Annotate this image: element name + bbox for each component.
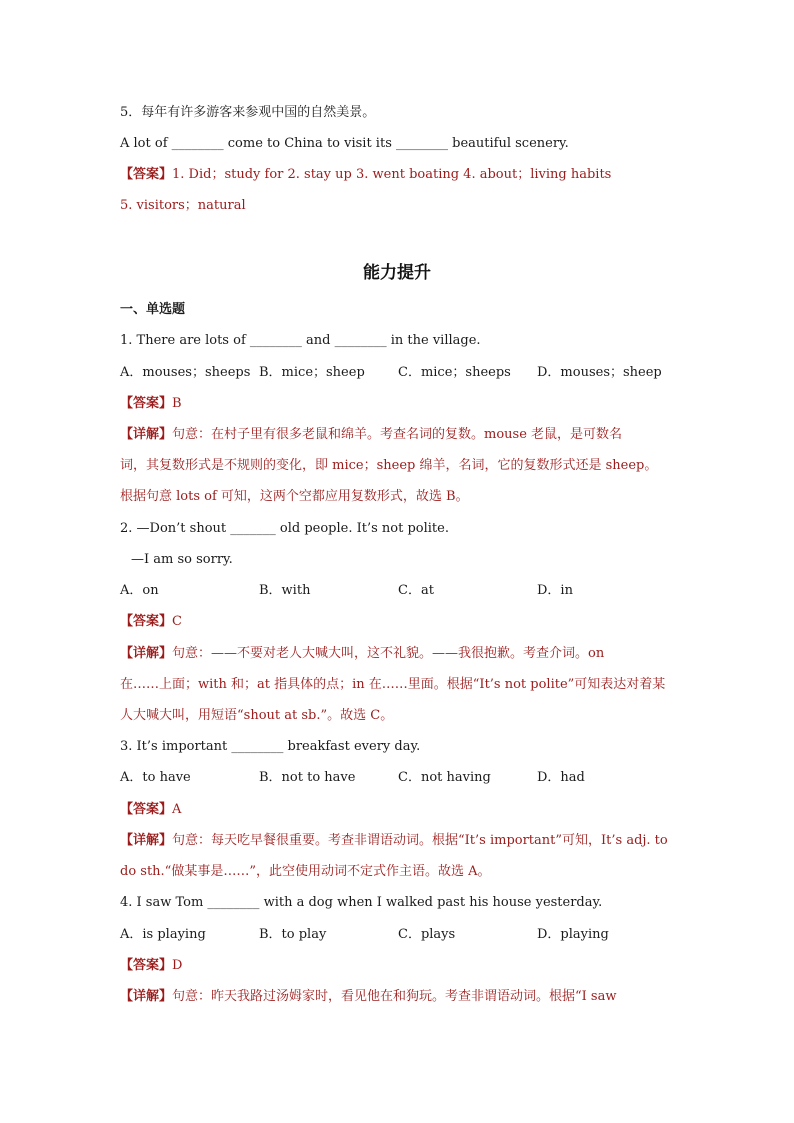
question-stem: 4. I saw Tom ________ with a dog when I walked past his house yesterday. — [120, 895, 603, 910]
option-c: C．plays — [398, 927, 456, 942]
option-a: A．is playing — [120, 927, 206, 942]
answer-value: B — [172, 396, 182, 411]
option-b: B．mice；sheep — [259, 365, 365, 380]
detail-line — [120, 645, 604, 663]
option-c: C．at — [398, 583, 434, 598]
detail-text: 根据句意 lots of 可知，这两个空都应用复数形式，故选 B。 — [120, 489, 469, 504]
detail-line — [120, 832, 668, 850]
answer-tag: 【答案】 — [120, 167, 173, 182]
answer-text: 1. Did；study for 2. stay up 3. went boating 4. about；living habits — [172, 167, 612, 182]
options-row — [120, 769, 676, 787]
detail-tag: 【详解】 — [120, 646, 173, 661]
options-row — [120, 582, 676, 600]
q5-answer-continued: 5. visitors；natural — [120, 198, 246, 213]
answer-tag: 【答案】 — [120, 958, 173, 973]
option-d: D．playing — [537, 927, 609, 942]
option-d: D．in — [537, 583, 573, 598]
option-b: B．to play — [259, 927, 327, 942]
q5-answer — [120, 166, 611, 184]
option-b: B．with — [259, 583, 311, 598]
answer-line — [120, 957, 182, 975]
option-c: C．not having — [398, 770, 491, 785]
option-a: A．on — [120, 583, 159, 598]
options-row — [120, 364, 676, 382]
option-b: B．not to have — [259, 770, 356, 785]
q5-prompt: 5．每年有许多游客来参观中国的自然美景。 — [120, 105, 376, 120]
answer-value: A — [172, 802, 182, 817]
option-c: C．mice；sheeps — [398, 365, 511, 380]
option-d: D．mouses；sheep — [537, 365, 662, 380]
answer-line — [120, 395, 182, 413]
option-d: D．had — [537, 770, 585, 785]
detail-text: 人大喊大叫，用短语“shout at sb.”。故选 C。 — [120, 708, 394, 723]
answer-tag: 【答案】 — [120, 614, 173, 629]
detail-tag: 【详解】 — [120, 427, 173, 442]
detail-line — [120, 988, 616, 1006]
question-stem-reply: —I am so sorry. — [131, 552, 233, 567]
answer-tag: 【答案】 — [120, 802, 173, 817]
detail-line — [120, 426, 622, 444]
options-row — [120, 926, 676, 944]
section-title: 能力提升 — [363, 263, 431, 283]
detail-text: 在……上面；with 和；at 指具体的点；in 在……里面。根据“It’s not polite”可知表达对着某 — [120, 677, 666, 692]
detail-tag: 【详解】 — [120, 833, 173, 848]
detail-tag: 【详解】 — [120, 989, 173, 1004]
detail-text: 句意：在村子里有很多老鼠和绵羊。考查名词的复数。mouse 老鼠，是可数名 — [172, 427, 623, 442]
answer-line — [120, 801, 181, 819]
detail-text: 句意：昨天我路过汤姆家时，看见他在和狗玩。考查非谓语动词。根据“I saw — [172, 989, 617, 1004]
question-stem: 2. —Don’t shout _______ old people. It’s not polite. — [120, 521, 449, 536]
question-stem: 3. It’s important ________ breakfast every day. — [120, 739, 421, 754]
option-a: A．to have — [120, 770, 191, 785]
option-a: A．mouses；sheeps — [120, 365, 251, 380]
answer-value: C — [172, 614, 182, 629]
detail-text: 句意：每天吃早餐很重要。考查非谓语动词。根据“It’s important”可知，It’s adj. to — [172, 833, 668, 848]
q5-sentence: A lot of ________ come to China to visit its ________ beautiful scenery. — [120, 136, 569, 151]
question-stem: 1. There are lots of ________ and ________ in the village. — [120, 333, 481, 348]
detail-text: 词，其复数形式是不规则的变化，即 mice；sheep 绵羊，名词，它的复数形式还是 sheep。 — [120, 458, 658, 473]
answer-value: D — [172, 958, 183, 973]
detail-text: 句意：——不要对老人大喊大叫，这不礼貌。——我很抱歉。考查介词。on — [172, 646, 605, 661]
subsection-title: 一、单选题 — [120, 302, 186, 317]
answer-tag: 【答案】 — [120, 396, 173, 411]
detail-text: do sth.“做某事是……”，此空使用动词不定式作主语。故选 A。 — [120, 864, 491, 879]
answer-line — [120, 613, 182, 631]
